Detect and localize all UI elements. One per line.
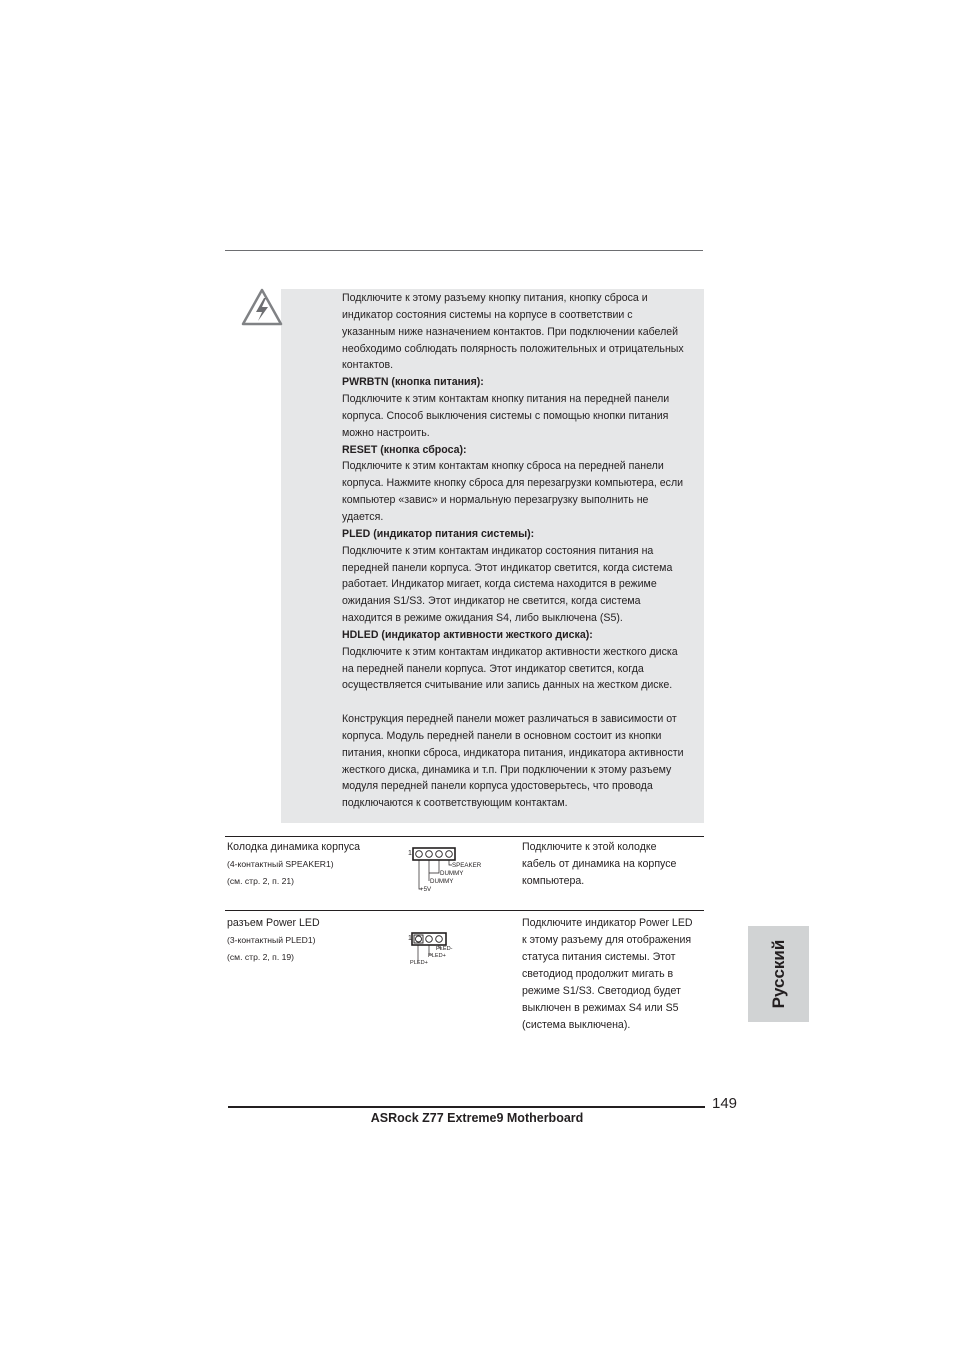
description-line: статуса питания системы. Этот (522, 951, 676, 963)
speaker-header-description (522, 839, 712, 890)
footer-title: ASRock Z77 Extreme9 Motherboard (370, 1111, 584, 1125)
pin-label-pled-minus: PLED- (436, 946, 453, 952)
lightning-warning-icon (240, 287, 284, 327)
panel-line: модуля передней панели корпуса удостоверьтесь, что провода (342, 780, 653, 793)
description-line: (система выключена). (522, 1019, 631, 1031)
description-line: к этому разъему для отображения (522, 934, 692, 946)
warning-line: индикатор состояния системы на корпусе в соответствии с (342, 308, 633, 321)
description-line: Подключите индикатор Power LED (522, 917, 693, 929)
description-line: выключен в режимах S4 или S5 (522, 1002, 679, 1014)
description-line: Подключите к этой колодке (522, 841, 657, 853)
reset-line: корпуса. Нажмите кнопку сброса для перезагрузки компьютера, если (342, 477, 684, 490)
language-tab-label: Русский (768, 939, 788, 1009)
panel-line: корпуса. Модуль передней панели в основном состоит из кнопки (342, 729, 662, 742)
top-rule (225, 250, 703, 251)
hdled-line: осуществляется считывание или запись данных на жестком диске. (342, 679, 673, 692)
description-line: кабель от динамика на корпусе (522, 858, 677, 870)
power-led-connector-diagram (406, 927, 466, 967)
pwrbtn-line: корпуса. Способ выключения системы с помощью кнопки питания (342, 409, 669, 422)
panel-line: питания, кнопки сброса, индикатора питания, индикатора активности (342, 746, 684, 759)
reset-heading: RESET (кнопка сброса): (342, 443, 467, 456)
description-line: светодиод продолжит мигать в (522, 968, 674, 980)
section-rule (225, 836, 704, 837)
language-tab (748, 926, 809, 1022)
warning-line: Подключите к этому разъему кнопку питания, кнопку сброса и (342, 292, 648, 304)
warning-line: контактов. (342, 359, 394, 372)
warning-line: указанным ниже назначением контактов. При подключении кабелей (342, 325, 679, 338)
speaker-header-pins: (4-контактный SPEAKER1) (227, 859, 334, 869)
pin-label-dummy: DUMMY (440, 870, 464, 877)
speaker-connector-diagram (406, 843, 486, 895)
power-led-header-name: разъем Power LED (227, 917, 320, 929)
pled-line: работает. Индикатор мигает, когда система находится в режиме (342, 578, 657, 591)
description-line: режиме S1/S3. Светодиод будет (522, 985, 681, 997)
hdled-heading: HDLED (индикатор активности жесткого диска): (342, 628, 593, 641)
panel-line: жесткого диска, динамика и т.п. При подключении к этому разъему (342, 763, 672, 776)
pwrbtn-line: Подключите к этим контактам кнопку питания на передней панели (342, 393, 670, 406)
hdled-line: Подключите к этим контактам индикатор активности жесткого диска (342, 645, 678, 658)
speaker-header-ref: (см. стр. 2, п. 21) (227, 876, 295, 886)
warning-text (342, 290, 708, 812)
reset-line: удается. (342, 510, 384, 523)
reset-line: Подключите к этим контактам кнопку сброса на передней панели (342, 460, 664, 473)
power-led-header-description (522, 915, 712, 1034)
section-rule (225, 910, 704, 911)
page-number: 149 (712, 1095, 738, 1112)
pled-line: ожидания S1/S3. Этот индикатор не светится, когда система (342, 595, 641, 608)
power-led-header-pins: (3-контактный PLED1) (227, 935, 316, 945)
speaker-header-name: Колодка динамика корпуса (227, 841, 361, 853)
panel-line: Конструкция передней панели может различаться в зависимости от (342, 713, 677, 726)
hdled-line: на передней панели корпуса. Этот индикатор светится, когда (342, 662, 644, 675)
warning-line: необходимо соблюдать полярность положительных и отрицательных (342, 342, 684, 355)
pin-label-5v: +5V (420, 886, 432, 893)
pwrbtn-heading: PWRBTN (кнопка питания): (342, 376, 484, 389)
panel-line: подключаются к соответствующим контактам. (342, 797, 568, 810)
pwrbtn-line: можно настроить. (342, 426, 430, 439)
reset-line: компьютер «завис» и нормальную перезагрузку выполнить не (342, 494, 649, 507)
pin-label-pled-plus: PLED+ (428, 953, 446, 959)
pled-line: находится в режиме ожидания S4, либо выключена (S5). (342, 612, 623, 625)
footer-rule (228, 1106, 705, 1108)
pin-label-dummy: DUMMY (430, 878, 454, 885)
pled-heading: PLED (индикатор питания системы): (342, 527, 535, 540)
pin-label-speaker: SPEAKER (452, 862, 482, 869)
speaker-connector-body (413, 848, 455, 860)
pin1-label: 1 (408, 850, 412, 857)
pled-line: передней панели корпуса. Этот индикатор светится, когда система (342, 561, 673, 574)
pled-line: Подключите к этим контактам индикатор состояния питания на (342, 544, 654, 557)
power-led-header-ref: (см. стр. 2, п. 19) (227, 952, 295, 962)
description-line: компьютера. (522, 875, 585, 887)
pin-label-pled-plus: PLED+ (410, 960, 428, 966)
pin1-label: 1 (408, 935, 412, 942)
